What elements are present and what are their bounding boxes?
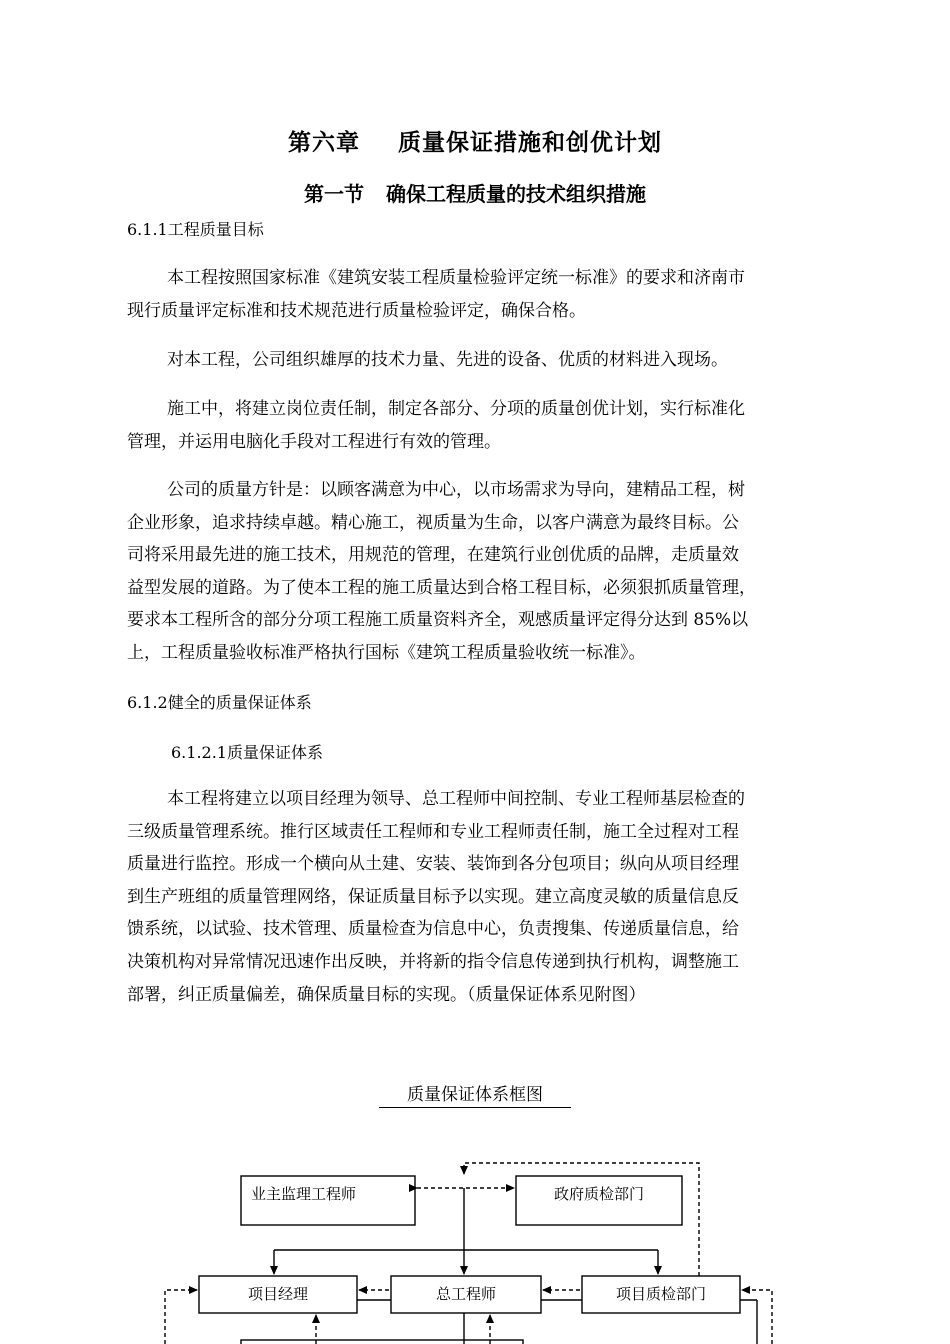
paragraph-line: 要求本工程所含的部分分项工程施工质量资料齐全，观感质量评定得分达到 85%以: [127, 610, 749, 631]
subsection-title-6121: 6.1.2.1质量保证体系: [171, 743, 323, 762]
paragraph-line: 馈系统，以试验、技术管理、质量检查为信息中心，负责搜集、传递质量信息，给: [127, 919, 739, 940]
subsection-title-611: 6.1.1工程质量目标: [127, 220, 264, 239]
paragraph-line: 本工程按照国家标准《建筑安装工程质量检验评定统一标准》的要求和济南市: [167, 268, 745, 288]
paragraph-line: 司将采用最先进的施工技术，用规范的管理，在建筑行业创优质的品牌，走质量效: [127, 545, 739, 566]
section-title: 确保工程质量的技术组织措施: [386, 182, 646, 206]
paragraph-line: 部署，纠正质量偏差，确保质量目标的实现。（质量保证体系见附图）: [127, 984, 646, 1005]
box-lower-level: [241, 1340, 523, 1344]
label-project-qc-dept: 项目质检部门: [615, 1285, 707, 1303]
paragraph-line: 决策机构对异常情况迅速作出反映，并将新的指令信息传递到执行机构，调整施工: [127, 951, 739, 972]
paragraph-line: 三级质量管理系统。推行区域责任工程师和专业工程师责任制，施工全过程对工程: [127, 821, 739, 842]
subsection-title-612: 6.1.2健全的质量保证体系: [127, 693, 312, 712]
link-qc-gov-feedback: [464, 1163, 699, 1276]
paragraph-line: 管理，并运用电脑化手段对工程进行有效的管理。: [127, 431, 501, 452]
paragraph-line: 现行质量评定标准和技术规范进行质量检验评定，确保合格。: [127, 300, 586, 321]
paragraph-line: 对本工程，公司组织雄厚的技术力量、先进的设备、优质的材料进入现场。: [167, 350, 728, 370]
label-owner-supervisor: 业主监理工程师: [251, 1185, 357, 1203]
paragraph-line: 益型发展的道路。为了使本工程的施工质量达到合格工程目标，必须狠抓质量管理，: [127, 577, 756, 598]
diagram-title-text: 质量保证体系框图: [379, 1080, 571, 1108]
paragraph-line: 公司的质量方针是：以顾客满意为中心，以市场需求为导向，建精品工程，树: [167, 480, 745, 500]
paragraph-line: 本工程将建立以项目经理为领导、总工程师中间控制、专业工程师基层检查的: [167, 789, 745, 809]
label-gov-inspection: 政府质检部门: [553, 1185, 645, 1203]
paragraph-line: 到生产班组的质量管理网络，保证质量目标予以实现。建立高度灵敏的质量信息反: [127, 886, 739, 907]
paragraph-line: 上，工程质量验收标准严格执行国标《建筑工程质量验收统一标准》。: [127, 642, 646, 663]
label-project-manager: 项目经理: [247, 1285, 309, 1303]
paragraph-line: 企业形象，追求持续卓越。精心施工，视质量为生命，以客户满意为最终目标。公: [127, 512, 739, 533]
section-number: 第一节: [304, 182, 364, 206]
chapter-number: 第六章: [288, 129, 360, 156]
paragraph-line: 质量进行监控。形成一个横向从土建、安装、装饰到各分包项目；纵向从项目经理: [127, 854, 739, 875]
chapter-title: 质量保证措施和创优计划: [398, 129, 662, 156]
label-chief-engineer: 总工程师: [435, 1285, 497, 1303]
link-left-loop: [165, 1290, 197, 1344]
paragraph-line: 施工中，将建立岗位责任制，制定各部分、分项的质量创优计划，实行标准化: [167, 399, 745, 419]
